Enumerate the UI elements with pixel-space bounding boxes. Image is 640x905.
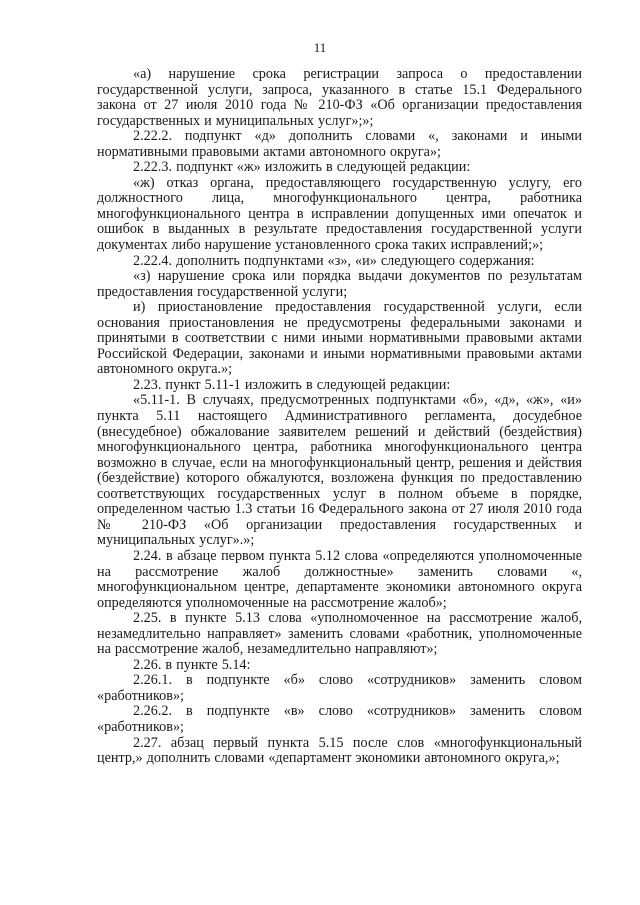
document-body [97,67,582,767]
page-number: 11 [313,40,327,55]
paragraph-a-violation: «а) нарушение срока регистрации запроса о предоставлении государственной услуги, запроса, указанного в статье 15.1 Федерального закона от 27 июля 2010 года № 210-ФЗ «Об организации предоставления государственных и муниципальных услуг»;»; [97,66,582,129]
paragraph-2-25: 2.25. в пункте 5.13 слова «уполномоченное на рассмотрение жалоб, незамедлительно направляет» заменить словами «работник, уполномоченные на рассмотрение жалоб, незамедлительно направляют»; [97,610,582,658]
paragraph-z-violation: «з) нарушение срока или порядка выдачи документов по результатам предоставления государственной услуги; [97,268,582,300]
paragraph-5-11-1: «5.11-1. В случаях, предусмотренных подпунктами «б», «д», «ж», «и» пункта 5.11 настоящего Административного регламента, досудебное (внесудебное) обжалование заявителем решений и действий (бездействия) многофункционального центра, работника многофункционального центра возможно в случае, если на многофункциональный центр, решения и действия (бездействие) которого обжалуются, возложена функция по предоставлению соответствующих государственных услуг в полном объеме в порядке, определенном частью 1.3 статьи 16 Федерального закона от 27 июля 2010 года № 210-ФЗ «Об организации предоставления государственных и муниципальных услуг».»; [97,392,582,549]
paragraph-2-23: 2.23. пункт 5.11-1 изложить в следующей редакции: [133,376,451,393]
paragraph-i-suspension: и) приостановление предоставления государственной услуги, если основания приостановления не предусмотрены федеральными законами и принятыми в соответствии с ними иными нормативными правовыми актами Российской Федерации, законами и иными нормативными правовыми актами автономного округа.»; [97,299,582,378]
paragraph-2-26-1: 2.26.1. в подпункте «б» слово «сотрудников» заменить словом «работников»; [97,672,582,704]
paragraph-zh-refusal: «ж) отказ органа, предоставляющего государственную услугу, его должностного лица, многофункционального центра, работника многофункционального центра в исправлении допущенных ими опечаток и ошибок в выданных в результате предоставления государственной услуги документах либо нарушение установленного срока таких исправлений;»; [97,174,582,254]
paragraph-2-22-2: 2.22.2. подпункт «д» дополнить словами «, законами и иными нормативными правовыми актами автономного округа»; [97,128,582,160]
paragraph-2-22-3: 2.22.3. подпункт «ж» изложить в следующей редакции: [133,159,471,176]
paragraph-2-27: 2.27. абзац первый пункта 5.15 после слов «многофункциональный центр,» дополнить словами «департамент экономики автономного округа,»; [97,734,582,767]
paragraph-2-22-4: 2.22.4. дополнить подпунктами «з», «и» следующего содержания: [133,252,535,269]
paragraph-2-26: 2.26. в пункте 5.14: [133,656,251,673]
paragraph-2-26-2: 2.26.2. в подпункте «в» слово «сотрудников» заменить словом «работников»; [97,703,582,735]
paragraph-2-24: 2.24. в абзаце первом пункта 5.12 слова «определяются уполномоченные на рассмотрение жалоб должностные» заменить словами «, многофункциональном центре, департаменте экономики автономного округа определяются уполномоченные на рассмотрение жалоб»; [97,547,582,611]
